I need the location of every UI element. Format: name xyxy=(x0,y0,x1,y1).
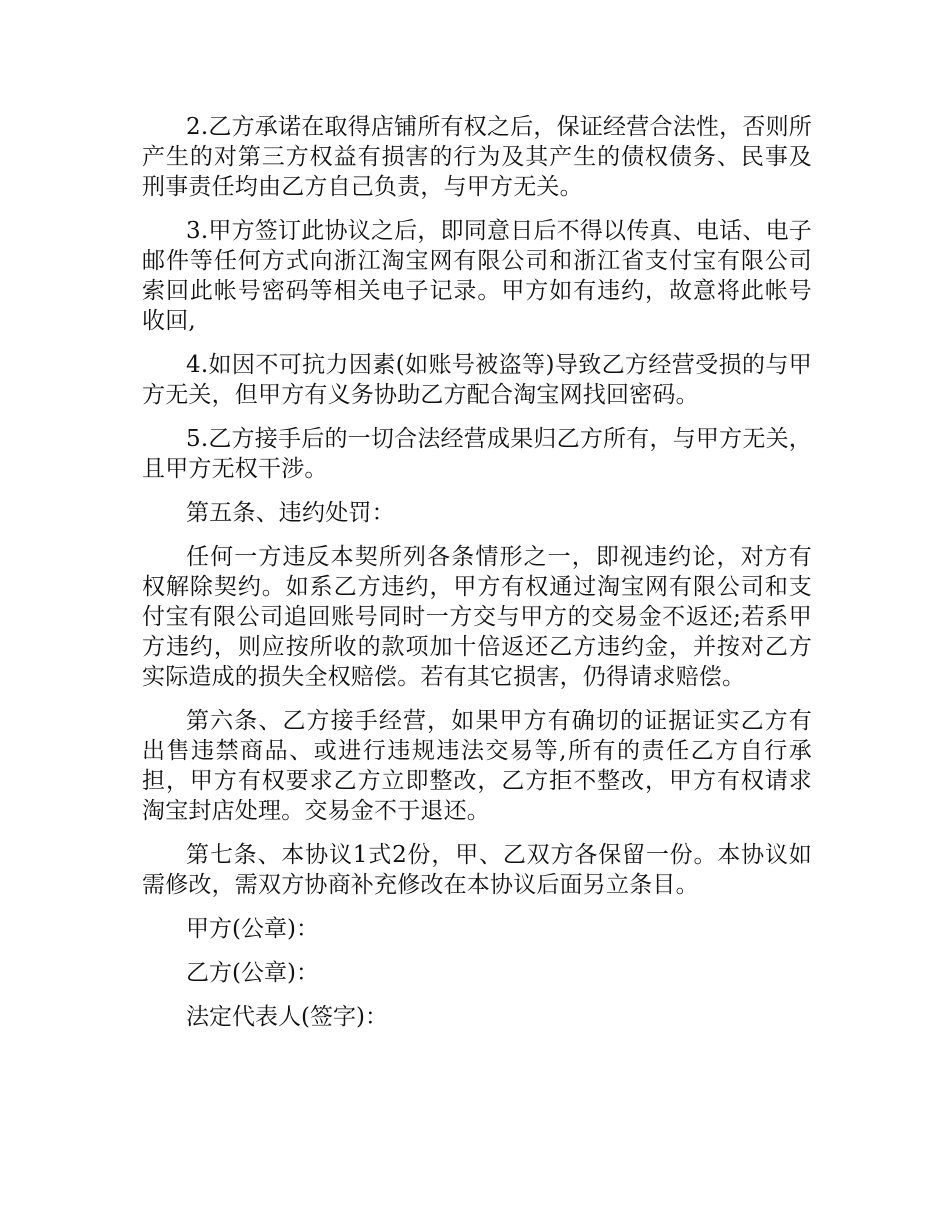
document-page xyxy=(142,112,812,1046)
article-5-body: 任何一方违反本契所列各条情形之一，即视违约论，对方有权解除契约。如系乙方违约，甲方有权通过淘宝网有限公司和支付宝有限公司追回账号同时一方交与甲方的交易金不返还;若系甲方违约，则应按所收的款项加十倍返还乙方违约金，并按对乙方实际造成的损失全权赔偿。若有其它损害，仍得请求赔偿。 xyxy=(142,544,812,690)
clause-4-paragraph: 4.如因不可抗力因素(如账号被盗等)导致乙方经营受损的与甲方无关，但甲方有义务协助乙方配合淘宝网找回密码。 xyxy=(142,352,812,408)
article-5-heading: 第五条、违约处罚： xyxy=(186,500,395,526)
clause-2-paragraph: 2.乙方承诺在取得店铺所有权之后，保证经营合法性，否则所产生的对第三方权益有损害的行为及其产生的债权债务、民事及刑事责任均由乙方自己负责，与甲方无关。 xyxy=(142,114,812,200)
clause-5-paragraph: 5.乙方接手后的一切合法经营成果归乙方所有，与甲方无关，且甲方无权干涉。 xyxy=(142,426,812,482)
party-b-seal-line: 乙方(公章)： xyxy=(186,960,319,986)
party-a-seal-line: 甲方(公章)： xyxy=(186,916,319,942)
article-6-paragraph: 第六条、乙方接手经营，如果甲方有确切的证据证实乙方有出售违禁商品、或进行违规违法交易等,所有的责任乙方自行承担，甲方有权要求乙方立即整改，乙方拒不整改，甲方有权请求淘宝封店处理。交易金不于退还。 xyxy=(142,708,812,824)
legal-representative-signature-line: 法定代表人(签字)： xyxy=(186,1004,388,1030)
clause-3-paragraph: 3.甲方签订此协议之后，即同意日后不得以传真、电话、电子邮件等任何方式向浙江淘宝网有限公司和浙江省支付宝有限公司索回此帐号密码等相关电子记录。甲方如有违约，故意将此帐号收回, xyxy=(142,218,812,334)
article-7-paragraph: 第七条、本协议1式2份，甲、乙双方各保留一份。本协议如需修改，需双方协商补充修改在本协议后面另立条目。 xyxy=(142,842,812,898)
